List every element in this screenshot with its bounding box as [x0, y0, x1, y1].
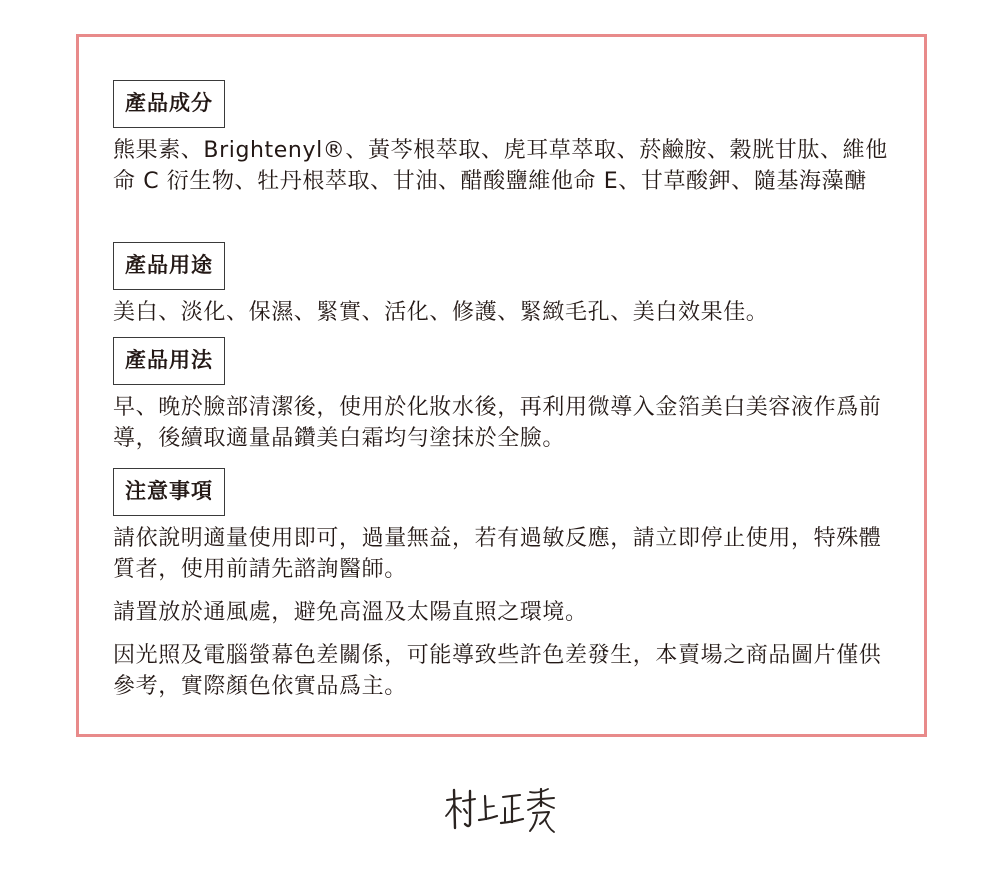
uses-heading: 產品用途 [113, 242, 225, 290]
notes-paragraph-3: 因光照及電腦螢幕色差關係，可能導致些許色差發生，本賣場之商品圖片僅供參考，實際顏色依實品爲主。 [113, 643, 882, 699]
section-ingredients [113, 80, 889, 197]
content-frame [76, 34, 927, 737]
usage-text: 早、晚於臉部清潔後，使用於化妝水後，再利用微導入金箔美白美容液作爲前導，後續取適量晶鑽美白霜均勻塗抹於全臉。 [113, 395, 882, 451]
section-uses [113, 242, 889, 328]
notes-paragraph-2: 請置放於通風處，避免高溫及太陽直照之環境。 [113, 600, 588, 625]
brand-signature-logo [444, 784, 562, 836]
section-notes [113, 468, 889, 702]
ingredients-heading: 產品成分 [113, 80, 225, 128]
uses-text: 美白、淡化、保濕、緊實、活化、修護、緊緻毛孔、美白效果佳。 [113, 300, 769, 325]
notes-heading: 注意事項 [113, 468, 225, 516]
notes-paragraph-1: 請依說明適量使用即可，過量無益，若有過敏反應，請立即停止使用，特殊體質者，使用前請先諮詢醫師。 [113, 526, 882, 582]
ingredients-text: 熊果素、Brightenyl®、黃芩根萃取、虎耳草萃取、菸鹼胺、穀胱甘肽、維他命 C 衍生物、牡丹根萃取、甘油、醋酸鹽維他命 E、甘草酸鉀、隨基海藻醣 [113, 138, 888, 194]
section-usage [113, 337, 889, 454]
usage-heading: 產品用法 [113, 337, 225, 385]
